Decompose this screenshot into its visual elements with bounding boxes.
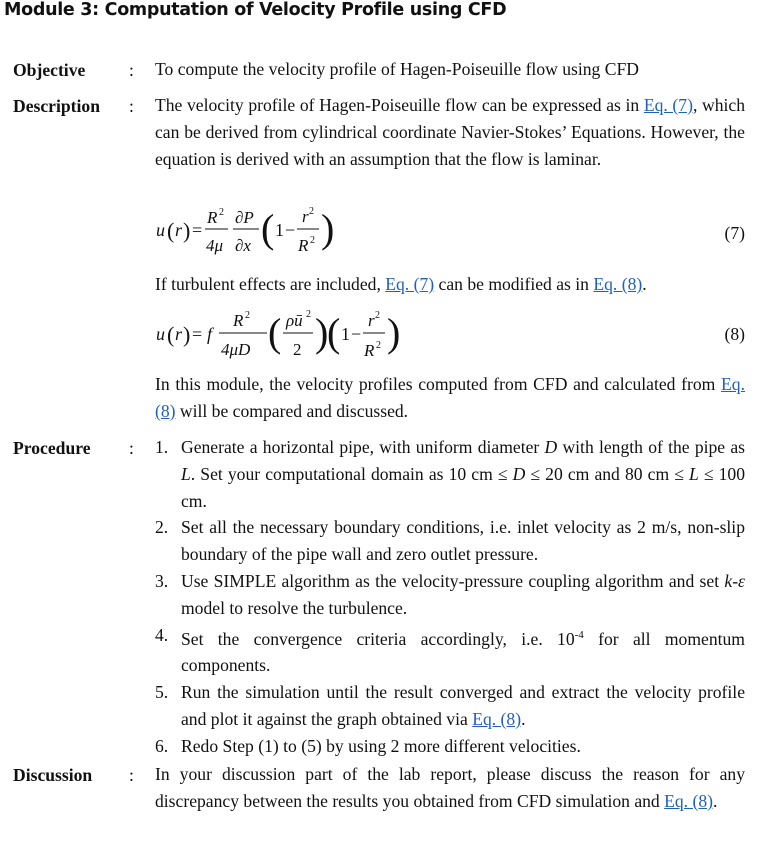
eq-r-exp: 2 xyxy=(375,310,380,321)
eq-R-den-exp: 2 xyxy=(376,340,381,351)
objective-label: Objective xyxy=(13,60,86,80)
eq-equals: = xyxy=(192,220,203,240)
eq-big-paren-open: ( xyxy=(327,310,341,355)
step-text: for all momentum components. xyxy=(181,628,745,676)
step-text: model to resolve the turbulence. xyxy=(181,597,408,618)
eq-minus: − xyxy=(351,324,362,344)
procedure-steps xyxy=(155,434,745,759)
eq-paren-close: ) xyxy=(183,218,191,243)
step-number: 3. xyxy=(155,570,169,591)
eq-dP: ∂P xyxy=(235,208,254,227)
eq-R-exp: 2 xyxy=(219,207,224,218)
description-text: will be compared and discussed. xyxy=(175,400,409,421)
eq-4muD: 4μD xyxy=(221,340,251,359)
eq-r: r xyxy=(175,324,183,344)
procedure-label: Procedure xyxy=(13,438,91,458)
description-paragraph-1 xyxy=(155,92,745,172)
eq-u-exp: 2 xyxy=(306,309,311,320)
description-text: The velocity profile of Hagen-Poiseuille flow can be expressed as in xyxy=(155,95,644,115)
eq-paren-close: ) xyxy=(183,322,191,347)
eq-R-den-exp: 2 xyxy=(310,235,315,246)
step-var: L xyxy=(181,463,191,484)
eq-r: r xyxy=(175,220,183,240)
step-number: 4. xyxy=(155,624,169,645)
step-var: D xyxy=(512,463,526,484)
discussion-label: Discussion xyxy=(13,765,93,785)
description-paragraph-2 xyxy=(155,271,745,298)
step-text: Generate a horizontal pipe, with uniform diameter xyxy=(181,437,545,457)
eq-dx: ∂x xyxy=(235,236,251,255)
eq-two: 2 xyxy=(293,340,302,359)
eq-minus: − xyxy=(285,220,296,240)
equation-8-number: (8) xyxy=(724,324,745,344)
procedure-step xyxy=(155,679,745,733)
eq-one: 1 xyxy=(341,324,350,344)
eq-R-den: R xyxy=(364,341,375,360)
step-text: Set all the necessary boundary conditions, i.e. inlet velocity as 2 m/s, non-slip boundary of the pipe wall and zero outlet pressure. xyxy=(181,517,745,565)
procedure-colon: : xyxy=(129,438,134,458)
description-text: can be modified as in xyxy=(434,274,594,294)
step-var: k-ε xyxy=(724,570,745,591)
eq-R-den: R xyxy=(298,236,309,255)
equation-7-number: (7) xyxy=(724,223,745,243)
step-superscript: -4 xyxy=(574,628,584,641)
discussion-body: . xyxy=(713,790,718,811)
eq-big-paren-open: ( xyxy=(268,310,282,355)
eq-big-paren-close: ) xyxy=(387,310,401,355)
eq-big-paren-close: ) xyxy=(321,206,335,251)
procedure-step xyxy=(155,568,745,622)
eq8-link[interactable]: Eq. (8) xyxy=(155,374,745,421)
step-text: ≤ 20 cm and 80 cm ≤ xyxy=(525,463,689,484)
eq7-link[interactable]: Eq. (7) xyxy=(643,95,693,115)
step-text: Use SIMPLE algorithm as the velocity-pressure coupling algorithm and set xyxy=(181,570,725,591)
procedure-step xyxy=(155,733,745,760)
discussion-colon: : xyxy=(129,765,134,785)
step-text: Redo Step (1) to (5) by using 2 more different velocities. xyxy=(181,735,581,756)
procedure-step xyxy=(155,434,745,514)
step-number: 2. xyxy=(155,517,169,538)
eq-f: f xyxy=(207,324,213,344)
equation-8-formula xyxy=(155,304,455,366)
eq-rho-u: ρū xyxy=(286,311,303,330)
step-text: with length of the pipe as xyxy=(557,437,746,457)
equation-7-formula xyxy=(155,200,415,260)
eq-big-paren-open: ( xyxy=(261,206,275,251)
eq-r-num: r xyxy=(302,207,309,226)
discussion-body: In your discussion part of the lab report, please discuss the reason for any discrepancy between the results you obtained from CFD simulation and xyxy=(155,764,745,811)
eq-big-paren-close: ) xyxy=(315,310,329,355)
step-number: 5. xyxy=(155,682,169,703)
eq-R: R xyxy=(233,311,244,330)
procedure-step xyxy=(155,622,745,679)
step-text: ≤ 100 cm. xyxy=(181,463,746,511)
description-colon: : xyxy=(129,96,134,116)
eq-r-exp: 2 xyxy=(309,206,314,217)
description-paragraph-3 xyxy=(155,371,745,425)
step-text: . xyxy=(521,708,526,729)
eq-equals: = xyxy=(192,324,203,344)
eq-u: u xyxy=(156,324,165,344)
procedure-step xyxy=(155,514,745,568)
eq-r-num: r xyxy=(368,311,375,330)
description-text: , which can be derived from cylindrical coordinate Navier-Stokes’ Equations. However, the equation is derived with an assumption that the flow is laminar. xyxy=(155,95,745,169)
equation-8 xyxy=(155,304,745,366)
step-text: Set the convergence criteria accordingly, i.e. 10 xyxy=(181,628,575,649)
eq8-link[interactable]: Eq. (8) xyxy=(664,790,713,811)
page-title: Module 3: Computation of Velocity Profile using CFD xyxy=(4,0,507,20)
objective-colon: : xyxy=(129,60,134,80)
step-var: D xyxy=(544,437,558,457)
eq8-link[interactable]: Eq. (8) xyxy=(472,708,522,729)
eq-one: 1 xyxy=(275,220,284,240)
objective-text: To compute the velocity profile of Hagen-Poiseuille flow using CFD xyxy=(155,59,639,79)
description-text: If turbulent effects are included, xyxy=(155,274,386,294)
eq-u: u xyxy=(156,220,165,240)
step-number: 6. xyxy=(155,735,169,756)
step-text: Run the simulation until the result converged and extract the velocity profile and plot it against the graph obtained via xyxy=(181,682,745,729)
eq-R-exp: 2 xyxy=(245,310,250,321)
description-label: Description xyxy=(13,96,100,116)
eq-4mu: 4μ xyxy=(206,236,224,255)
eq-R: R xyxy=(207,208,218,227)
step-var: L xyxy=(688,463,699,484)
eq7-link[interactable]: Eq. (7) xyxy=(385,274,435,294)
eq-paren-open: ( xyxy=(167,218,175,243)
step-number: 1. xyxy=(155,437,169,457)
description-text: . xyxy=(642,274,647,294)
eq-paren-open: ( xyxy=(167,322,175,347)
description-text: In this module, the velocity profiles computed from CFD and calculated from xyxy=(155,374,722,394)
step-text: . Set your computational domain as 10 cm ≤ xyxy=(190,463,513,484)
equation-7 xyxy=(155,200,745,260)
eq8-link[interactable]: Eq. (8) xyxy=(593,274,643,294)
discussion-text xyxy=(155,761,745,815)
